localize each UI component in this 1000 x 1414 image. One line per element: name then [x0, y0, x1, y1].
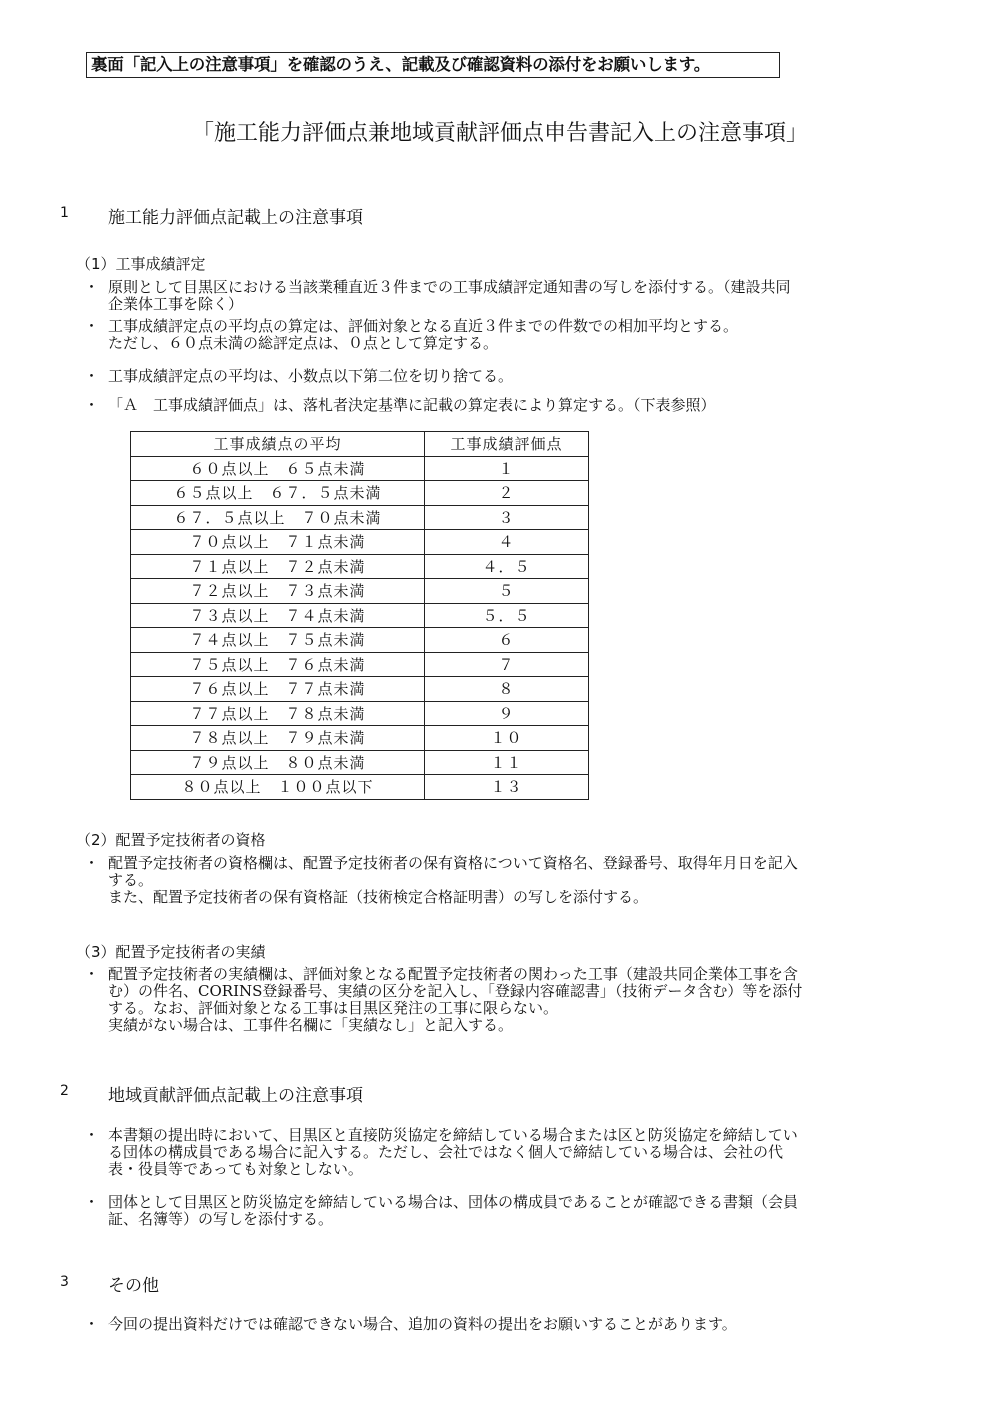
- bullet-line: 実績がない場合は、工事件名欄に「実績なし」と記入する。: [108, 1016, 514, 1034]
- bullet-symbol: ・: [84, 1193, 100, 1211]
- table-row: [131, 701, 589, 726]
- table-cell: ７２点以上 ７３点未満: [131, 579, 425, 604]
- bullet-symbol: ・: [84, 396, 100, 414]
- table-cell: ９: [425, 701, 589, 726]
- bullet-symbol: ・: [84, 278, 100, 296]
- bullet-1-3-1: [84, 966, 954, 1034]
- table-cell: ７６点以上 ７７点未満: [131, 677, 425, 702]
- table-row: [131, 505, 589, 530]
- table-cell: ６７．５点以上 ７０点未満: [131, 505, 425, 530]
- table-row: [131, 726, 589, 751]
- bullet-line: 配置予定技術者の資格欄は、配置予定技術者の保有資格について資格名、登録番号、取得年月日を記入: [108, 854, 798, 872]
- bullet-line: 工事成績評定点の平均は、小数点以下第二位を切り捨てる。: [108, 367, 514, 385]
- table-cell: ７８点以上 ７９点未満: [131, 726, 425, 751]
- table-row: [131, 750, 589, 775]
- table-cell: ６５点以上 ６７．５点未満: [131, 481, 425, 506]
- table-row: [131, 554, 589, 579]
- table-cell: ３: [425, 505, 589, 530]
- table-header-row: [131, 432, 589, 457]
- bullet-3-1: [84, 1316, 954, 1333]
- table-cell: ５: [425, 579, 589, 604]
- bullet-2-1: [84, 1127, 954, 1178]
- bullet-line: ただし、６０点未満の総評定点は、０点として算定する。: [108, 334, 499, 352]
- table-row: [131, 456, 589, 481]
- subsection-1-3-title: （3）配置予定技術者の実績: [76, 943, 266, 961]
- table-cell: ７７点以上 ７８点未満: [131, 701, 425, 726]
- bullet-line: 本書類の提出時において、目黒区と直接防災協定を締結している場合または区と防災協定を締結してい: [108, 1126, 798, 1144]
- bullet-line: 配置予定技術者の実績欄は、評価対象となる配置予定技術者の関わった工事（建設共同企業体工事を含: [108, 965, 798, 983]
- bullet-line: 原則として目黒区における当該業種直近３件までの工事成績評定通知書の写しを添付する。（建設共同: [108, 278, 791, 296]
- table-row: [131, 628, 589, 653]
- bullet-line: る団体の構成員である場合に記入する。ただし、会社ではなく個人で締結している場合は、会社の代: [108, 1143, 784, 1161]
- section-2-title: 地域貢献評価点記載上の注意事項: [108, 1086, 363, 1106]
- bullet-1-1-4: [84, 397, 954, 414]
- table-cell: ７９点以上 ８０点未満: [131, 750, 425, 775]
- bullet-1-1-3: [84, 368, 954, 385]
- table-cell: ７４点以上 ７５点未満: [131, 628, 425, 653]
- table-row: [131, 481, 589, 506]
- bullet-line: 団体として目黒区と防災協定を締結している場合は、団体の構成員であることが確認できる書類（会員: [108, 1193, 799, 1211]
- bullet-line: また、配置予定技術者の保有資格証（技術検定合格証明書）の写しを添付する。: [108, 888, 649, 906]
- bullet-line: する。: [108, 871, 154, 889]
- table-cell: ４．５: [425, 554, 589, 579]
- column-header: 工事成績評価点: [425, 432, 589, 457]
- table-row: [131, 603, 589, 628]
- section-1-number: 1: [60, 205, 69, 221]
- subsection-1-1-title: （1）工事成績評定: [76, 255, 206, 273]
- section-3-title: その他: [108, 1276, 159, 1296]
- bullet-line: する。なお、評価対象となる工事は目黒区発注の工事に限らない。: [108, 999, 559, 1017]
- table-cell: ４: [425, 530, 589, 555]
- table-cell: １３: [425, 775, 589, 800]
- page-title: 「施工能力評価点兼地域貢献評価点申告書記入上の注意事項」: [191, 121, 808, 146]
- bullet-line: 工事成績評定点の平均点の算定は、評価対象となる直近３件までの件数での相加平均とする。: [108, 317, 739, 335]
- bullet-line: む）の件名、CORINS登録番号、実績の区分を記入し、「登録内容確認書」（技術データ含む）等を添付: [108, 982, 803, 1000]
- table-cell: ７: [425, 652, 589, 677]
- bullet-symbol: ・: [84, 367, 100, 385]
- bullet-line: 今回の提出資料だけでは確認できない場合、追加の資料の提出をお願いすることがあります。: [108, 1315, 737, 1333]
- table-cell: １０: [425, 726, 589, 751]
- table-row: [131, 530, 589, 555]
- bullet-2-2: [84, 1194, 954, 1228]
- table-cell: ７０点以上 ７１点未満: [131, 530, 425, 555]
- bullet-line: 「Ａ 工事成績評価点」は、落札者決定基準に記載の算定表により算定する。（下表参照）: [108, 396, 716, 414]
- table-row: [131, 775, 589, 800]
- bullet-line: 証、名簿等）の写しを添付する。: [108, 1210, 334, 1228]
- bullet-symbol: ・: [84, 1126, 100, 1144]
- table-cell: ６: [425, 628, 589, 653]
- section-2-number: 2: [60, 1083, 69, 1099]
- bullet-line: 表・役員等であっても対象としない。: [108, 1160, 363, 1178]
- section-3-number: 3: [60, 1274, 69, 1290]
- table-cell: ７１点以上 ７２点未満: [131, 554, 425, 579]
- notice-text: 裏面「記入上の注意事項」を確認のうえ、記載及び確認資料の添付をお願いします。: [91, 55, 711, 74]
- table-cell: ８: [425, 677, 589, 702]
- section-1-title: 施工能力評価点記載上の注意事項: [108, 208, 363, 228]
- table-cell: １: [425, 456, 589, 481]
- bullet-line: 企業体工事を除く）: [108, 295, 244, 313]
- table-cell: １１: [425, 750, 589, 775]
- table-cell: ７３点以上 ７４点未満: [131, 603, 425, 628]
- notice-box: [86, 52, 780, 78]
- bullet-symbol: ・: [84, 1315, 100, 1333]
- score-table: [130, 431, 589, 800]
- table-row: [131, 652, 589, 677]
- table-cell: ５．５: [425, 603, 589, 628]
- column-header: 工事成績点の平均: [131, 432, 425, 457]
- subsection-1-2-title: （2）配置予定技術者の資格: [76, 831, 266, 849]
- table-cell: ６０点以上 ６５点未満: [131, 456, 425, 481]
- bullet-symbol: ・: [84, 317, 100, 335]
- table-cell: ２: [425, 481, 589, 506]
- bullet-1-2-1: [84, 855, 954, 906]
- bullet-1-1-2: [84, 318, 954, 352]
- table-row: [131, 579, 589, 604]
- bullet-symbol: ・: [84, 854, 100, 872]
- bullet-symbol: ・: [84, 965, 100, 983]
- table-row: [131, 677, 589, 702]
- table-cell: ８０点以上 １００点以下: [131, 775, 425, 800]
- bullet-1-1-1: [84, 279, 954, 313]
- table-cell: ７５点以上 ７６点未満: [131, 652, 425, 677]
